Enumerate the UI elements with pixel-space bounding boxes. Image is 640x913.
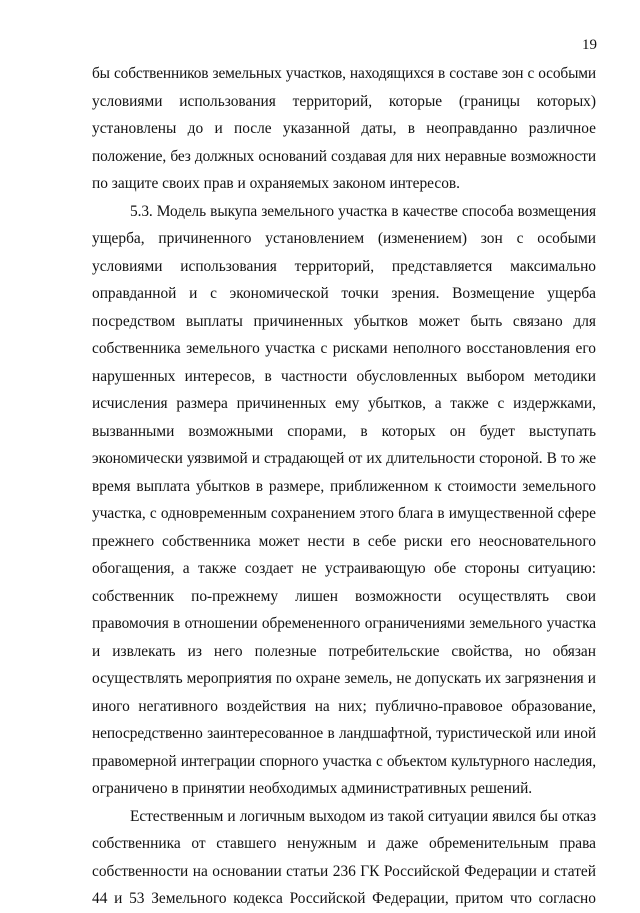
document-body [92, 60, 596, 913]
text-line: экономически уязвимой и страдающей от их длительности стороной. В то же [92, 450, 596, 467]
paragraph [92, 198, 596, 803]
text-line: бы собственников земельных участков, находящихся в составе зон с особыми [92, 65, 596, 82]
text-line: собственника земельного участка с рисками неполного восстановления его [92, 340, 596, 357]
page-number: 19 [582, 37, 597, 53]
text-line: по защите своих прав и охраняемых законом интересов. [92, 175, 461, 192]
text-line: установлены до и после указанной даты, в неоправданно различное [92, 120, 596, 137]
text-line: нарушенных интересов, в частности обусловленных выбором методики [92, 367, 596, 385]
text-line: правомерной интеграции спорного участка с объектом культурного наследия, [92, 752, 596, 770]
text-line: время выплата убытков в размере, приближенном к стоимости земельного [92, 477, 596, 495]
text-line: посредством выплаты причиненных убытков может быть связано для [92, 312, 596, 330]
text-line: собственник по-прежнему лишен возможности осуществлять свои [92, 587, 596, 605]
text-line: собственности на основании статьи 236 ГК Российской Федерации и статей [92, 862, 596, 880]
text-line: оправданной и с экономической точки зрения. Возмещение ущерба [92, 285, 596, 302]
text-line: условиями использования территорий, представляется максимально [92, 257, 596, 275]
text-line: Естественным и логичным выходом из такой ситуации явился бы отказ [130, 807, 596, 825]
text-line: 5.3. Модель выкупа земельного участка в качестве способа возмещения [130, 202, 596, 220]
text-line: правомочия в отношении обремененного ограничениями земельного участка [92, 615, 596, 632]
text-line: ущерба, причиненного установлением (изменением) зон с особыми [92, 230, 596, 247]
text-line: участка, с одновременным сохранением этого блага в имущественной сфере [92, 505, 596, 522]
text-line: и извлекать из него полезные потребительские свойства, но обязан [92, 642, 596, 660]
text-line: вызванными возможными спорами, в которых он будет выступать [92, 422, 596, 440]
text-line: обогащения, а также создает не устраивающую обе стороны ситуацию: [92, 560, 596, 577]
text-line: непосредственно заинтересованное в ландшафтной, туристической или иной [92, 725, 596, 742]
paragraph [92, 60, 596, 198]
text-line: условиями использования территорий, которые (границы которых) [92, 92, 596, 110]
text-line: 44 и 53 Земельного кодекса Российской Федерации, притом что согласно [92, 890, 596, 907]
text-line: иного негативного воздействия на них; публично-правовое образование, [92, 697, 596, 715]
text-line: ограничено в принятии необходимых административных решений. [92, 780, 533, 797]
paragraph [92, 803, 596, 913]
text-line: осуществлять мероприятия по охране земель, не допускать их загрязнения и [92, 670, 596, 687]
text-line: собственника от ставшего ненужным и даже обременительным права [92, 835, 596, 852]
text-line: исчисления размера причиненных ему убытков, а также с издержками, [92, 395, 596, 412]
text-line: прежнего собственника может нести в себе риски его неосновательного [92, 532, 596, 550]
text-line: положение, без должных оснований создавая для них неравные возможности [92, 147, 596, 165]
